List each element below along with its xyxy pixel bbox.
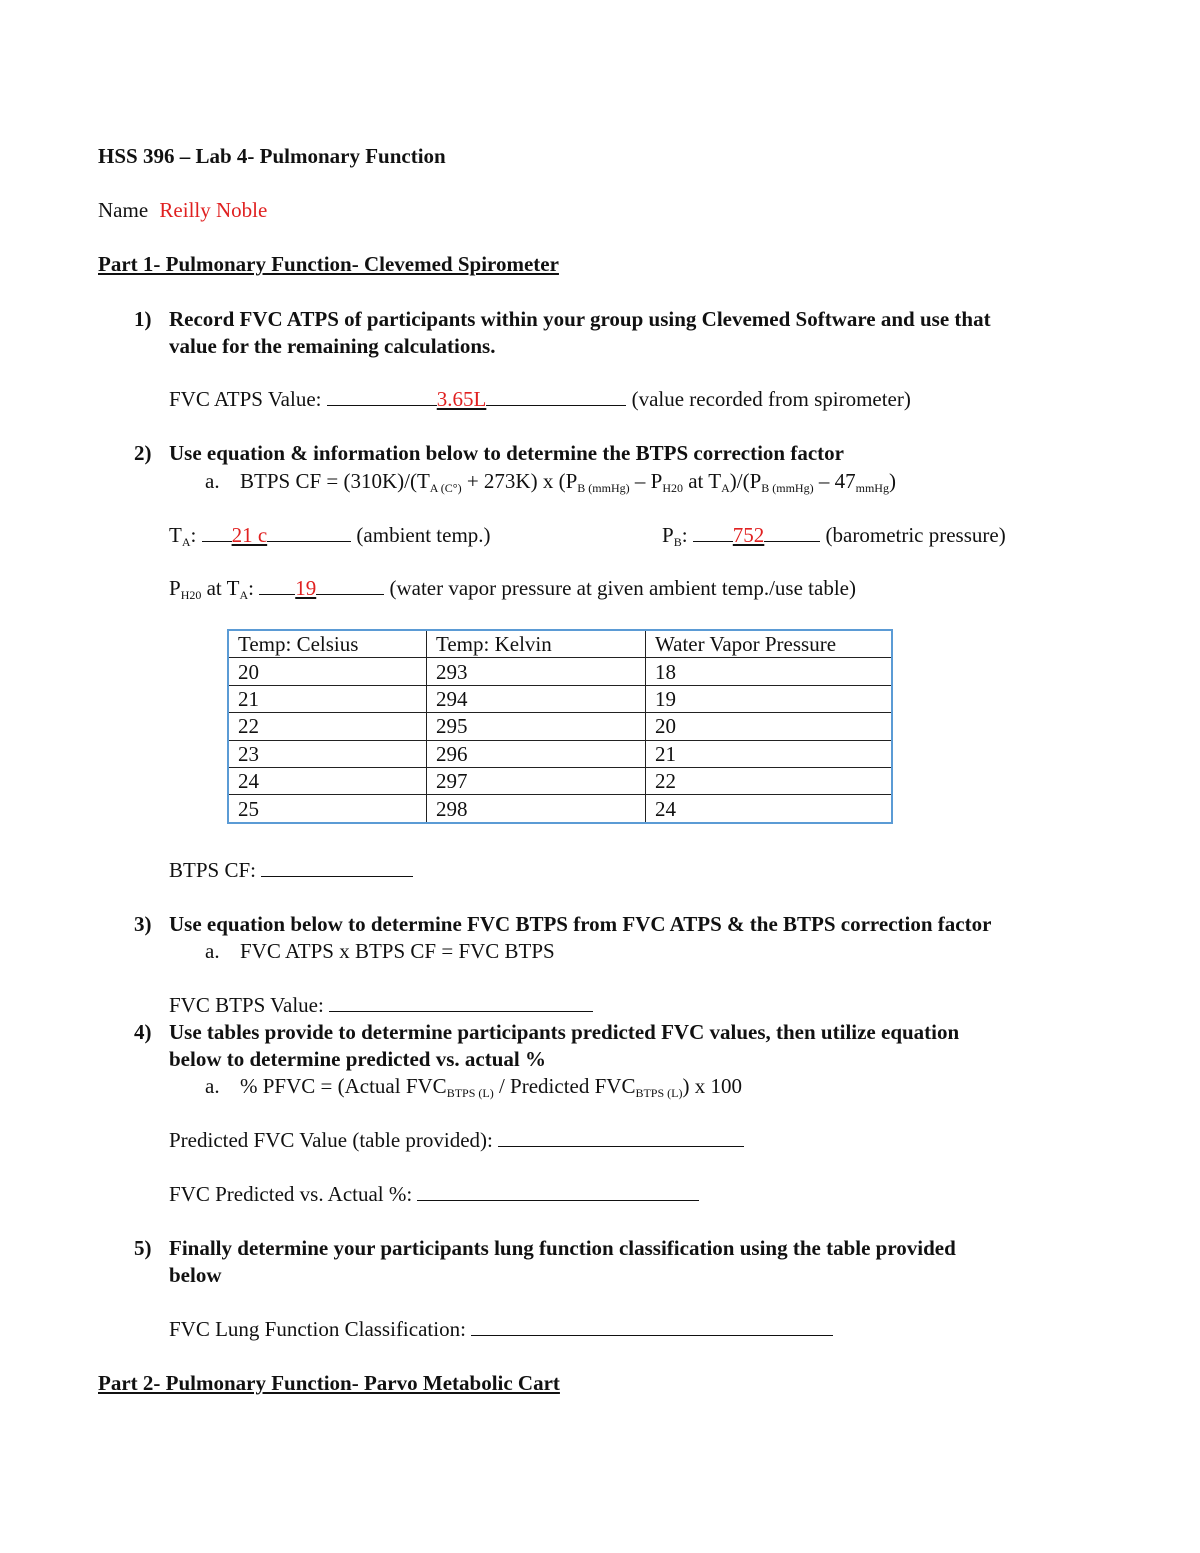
predicted-fvc-label: Predicted FVC Value (table provided): bbox=[169, 1128, 493, 1152]
page-title: HSS 396 – Lab 4- Pulmonary Function bbox=[98, 144, 446, 168]
table-cell: 24 bbox=[228, 767, 427, 794]
ta-value[interactable]: 21 c bbox=[231, 523, 268, 547]
q5-number: 5) bbox=[134, 1236, 152, 1260]
btps-cf-label: BTPS CF: bbox=[169, 858, 256, 882]
ta-sub: A bbox=[181, 535, 191, 549]
ta-label: T bbox=[169, 523, 182, 547]
table-row bbox=[228, 713, 892, 740]
q5-text-line1: Finally determine your participants lung function classification using the table provided bbox=[169, 1236, 956, 1260]
eq-part: / Predicted FVC bbox=[493, 1074, 636, 1098]
q1-number: 1) bbox=[134, 307, 152, 331]
table-header-row bbox=[228, 630, 892, 658]
table-cell: 25 bbox=[228, 795, 427, 823]
eq-sub: B (mmHg) bbox=[761, 481, 814, 495]
table-cell: 18 bbox=[646, 658, 893, 685]
table-row bbox=[228, 795, 892, 823]
q3-number: 3) bbox=[134, 912, 152, 936]
pb-blank-left bbox=[693, 523, 733, 542]
name-line bbox=[98, 198, 267, 223]
ta-line: $T_A$: 21 c (ambient temp.) bbox=[169, 523, 491, 549]
table-cell: 298 bbox=[427, 795, 646, 823]
ta-blank-right bbox=[267, 523, 351, 542]
fvc-atps-line bbox=[169, 387, 911, 412]
table-cell: 296 bbox=[427, 740, 646, 767]
eq-part: + 273K) x (P bbox=[461, 469, 578, 493]
table-cell: 22 bbox=[646, 767, 893, 794]
name-value[interactable]: Reilly Noble bbox=[159, 198, 268, 222]
predicted-fvc-blank[interactable] bbox=[498, 1128, 744, 1147]
q2-number: 2) bbox=[134, 441, 152, 465]
pb-blank-right bbox=[764, 523, 820, 542]
ph-blank-left bbox=[259, 576, 295, 595]
eq-part: ) x 100 bbox=[682, 1074, 742, 1098]
name-label: Name bbox=[98, 198, 149, 222]
pb-label: P bbox=[662, 523, 674, 547]
table-header: Water Vapor Pressure bbox=[646, 630, 893, 658]
fvc-atps-blank-right bbox=[486, 387, 626, 406]
table-cell: 294 bbox=[427, 685, 646, 712]
part1-heading: Part 1- Pulmonary Function- Clevemed Spirometer bbox=[98, 252, 559, 276]
ph-blank-right bbox=[316, 576, 384, 595]
table-cell: 295 bbox=[427, 713, 646, 740]
eq-part: – P bbox=[629, 469, 663, 493]
q2-sub-a: a. bbox=[205, 469, 220, 493]
water-vapor-table bbox=[227, 629, 893, 824]
eq-sub: A (C°) bbox=[429, 481, 462, 495]
eq-sub: BTPS (L) bbox=[446, 1086, 494, 1100]
ph-sub2: A bbox=[239, 588, 249, 602]
table-cell: 20 bbox=[228, 658, 427, 685]
ph-value[interactable]: 19 bbox=[295, 576, 317, 600]
pb-sub: B bbox=[673, 535, 682, 549]
eq-part: )/(P bbox=[729, 469, 762, 493]
fvc-pva-label: FVC Predicted vs. Actual %: bbox=[169, 1182, 413, 1206]
q4-sub-a: a. bbox=[205, 1074, 220, 1098]
fvc-pva-line bbox=[169, 1182, 699, 1207]
table-header: Temp: Kelvin bbox=[427, 630, 646, 658]
fvc-btps-blank[interactable] bbox=[329, 993, 593, 1012]
table-row bbox=[228, 685, 892, 712]
ph-note: (water vapor pressure at given ambient temp./use table) bbox=[389, 576, 856, 600]
q4-text-line1: Use tables provide to determine participants predicted FVC values, then utilize equation bbox=[169, 1020, 960, 1044]
fvc-atps-label: FVC ATPS Value: bbox=[169, 387, 322, 411]
q1-text-line2: value for the remaining calculations. bbox=[169, 334, 496, 358]
eq-sub: BTPS (L) bbox=[635, 1086, 683, 1100]
btps-cf-blank[interactable] bbox=[261, 858, 413, 877]
fvc-atps-note: (value recorded from spirometer) bbox=[631, 387, 911, 411]
fvc-btps-line bbox=[169, 993, 593, 1018]
eq-sub: B (mmHg) bbox=[577, 481, 630, 495]
ph-mid: at T bbox=[201, 576, 240, 600]
ta-note: (ambient temp.) bbox=[356, 523, 491, 547]
eq-sub: H20 bbox=[662, 481, 683, 495]
fvc-pva-blank[interactable] bbox=[417, 1182, 699, 1201]
eq-part: % PFVC = (Actual FVC bbox=[240, 1074, 447, 1098]
pb-line: $P_B$: 752 (barometric pressure) bbox=[662, 523, 1006, 549]
table-cell: 21 bbox=[646, 740, 893, 767]
pfvc-equation bbox=[240, 1074, 742, 1101]
q2-text: Use equation & information below to determine the BTPS correction factor bbox=[169, 441, 844, 465]
q3-sub-a: a. bbox=[205, 939, 220, 963]
ph-sub: H20 bbox=[180, 588, 202, 602]
lung-class-blank[interactable] bbox=[471, 1317, 833, 1336]
q5-text-line2: below bbox=[169, 1263, 222, 1287]
table-cell: 297 bbox=[427, 767, 646, 794]
q1-text-line1: Record FVC ATPS of participants within your group using Clevemed Software and use that bbox=[169, 307, 991, 331]
lung-class-label: FVC Lung Function Classification: bbox=[169, 1317, 466, 1341]
table-cell: 20 bbox=[646, 713, 893, 740]
table-cell: 21 bbox=[228, 685, 427, 712]
fvc-btps-equation: FVC ATPS x BTPS CF = FVC BTPS bbox=[240, 939, 555, 963]
q4-text-line2: below to determine predicted vs. actual % bbox=[169, 1047, 546, 1071]
part2-heading: Part 2- Pulmonary Function- Parvo Metabolic Cart bbox=[98, 1371, 560, 1395]
table-cell: 23 bbox=[228, 740, 427, 767]
table-cell: 24 bbox=[646, 795, 893, 823]
eq-sub: mmHg bbox=[855, 481, 889, 495]
table-header: Temp: Celsius bbox=[228, 630, 427, 658]
table-cell: 19 bbox=[646, 685, 893, 712]
fvc-atps-value[interactable]: 3.65L bbox=[436, 387, 487, 411]
ta-blank-left bbox=[202, 523, 232, 542]
table-cell: 22 bbox=[228, 713, 427, 740]
eq-part: BTPS CF = (310K)/(T bbox=[240, 469, 430, 493]
table-row bbox=[228, 767, 892, 794]
ph-label: P bbox=[169, 576, 181, 600]
ph2o-line: $P_{H20}$ at $T_A$: 19 (water vapor pressure at given ambient temp./use table) bbox=[169, 576, 856, 602]
eq-part: ) bbox=[888, 469, 896, 493]
pb-note: (barometric pressure) bbox=[825, 523, 1006, 547]
eq-part: – 47 bbox=[813, 469, 856, 493]
table-row bbox=[228, 740, 892, 767]
q3-text: Use equation below to determine FVC BTPS from FVC ATPS & the BTPS correction factor bbox=[169, 912, 992, 936]
q4-number: 4) bbox=[134, 1020, 152, 1044]
btps-cf-equation bbox=[240, 469, 896, 496]
table-row bbox=[228, 658, 892, 685]
table-cell: 293 bbox=[427, 658, 646, 685]
pb-value[interactable]: 752 bbox=[732, 523, 765, 547]
btps-cf-line bbox=[169, 858, 413, 883]
predicted-fvc-line bbox=[169, 1128, 744, 1153]
eq-part: at T bbox=[682, 469, 722, 493]
fvc-btps-label: FVC BTPS Value: bbox=[169, 993, 324, 1017]
eq-sub: A bbox=[721, 481, 730, 495]
fvc-atps-blank-left bbox=[327, 387, 437, 406]
lung-class-line bbox=[169, 1317, 833, 1342]
